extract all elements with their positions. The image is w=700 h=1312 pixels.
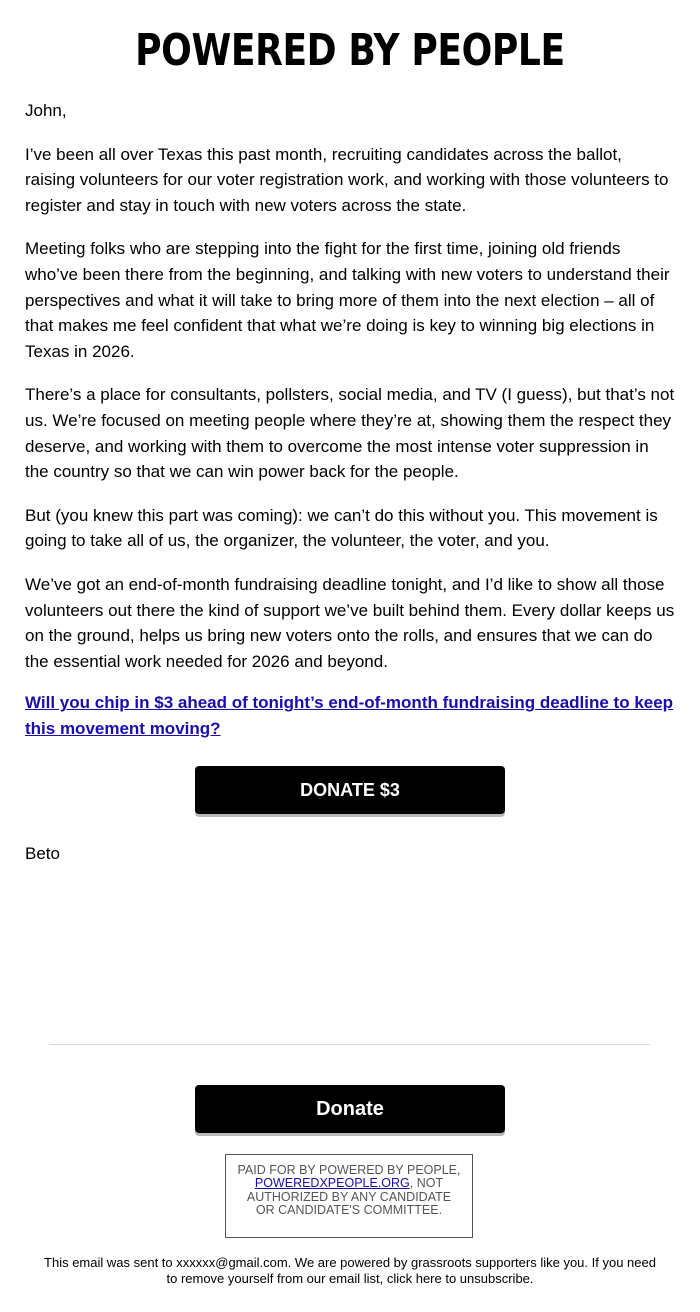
greeting: John, [25,101,67,120]
footer-divider [50,1044,650,1045]
body-paragraph: Meeting folks who are stepping into the fight for the first time, joining old friends who’ve been there from the beginning, and talking with new voters to understand their perspectives and what it will take to bring more of them into the next election – all of that makes me feel confident that what we’re doing is key to winning big elections in Texas in 2026. [25,239,670,361]
body-paragraph: But (you knew this part was coming): we can’t do this without you. This movement is going to take all of us, the organizer, the volunteer, the voter, and you. [25,505,658,551]
disclaimer-text-before: PAID FOR BY POWERED BY PEOPLE, [237,1163,461,1177]
email-body [0,98,700,741]
paid-for-disclaimer [225,1154,473,1238]
body-paragraph: We’ve got an end-of-month fundraising deadline tonight, and I’d like to show all those volunteers out there the kind of support we’ve built behind them. Every dollar keeps us on the ground, helps us bring new voters onto the rolls, and ensures that we can do the essential work needed for 2026 and beyond. [25,574,675,671]
chip-in-link[interactable]: Will you chip in $3 ahead of tonight’s end-of-month fundraising deadline to keep this movement moving? [25,693,674,738]
body-paragraph: I’ve been all over Texas this past month, recruiting candidates across the ballot, raising volunteers for our voter registration work, and working with those volunteers to register and stay in touch with new voters across the state. [25,144,669,215]
logo-text: POWERED BY PEOPLE [135,25,565,76]
disclaimer-text-after: , NOT AUTHORIZED BY ANY CANDIDATE OR CANDIDATE'S COMMITTEE. [246,1176,452,1217]
donate-3-button[interactable]: DONATE $3 [195,766,505,814]
brand-logo [0,0,700,76]
donate-button[interactable]: Donate [195,1085,505,1133]
signoff: Beto [25,844,60,864]
body-paragraph: There’s a place for consultants, pollsters, social media, and TV (I guess), but that’s not us. We’re focused on meeting people where they’re at, showing them the respect they deserve, and working with them to overcome the most intense voter suppression in the country so that we can win power back for the people. [25,385,675,482]
unsubscribe-note[interactable]: This email was sent to xxxxxx@gmail.com. We are powered by grassroots supporters like you. If you need to remove yourself from our email list, click here to unsubscribe. [44,1255,656,1286]
website-link[interactable]: POWEREDXPEOPLE.ORG [254,1176,410,1191]
